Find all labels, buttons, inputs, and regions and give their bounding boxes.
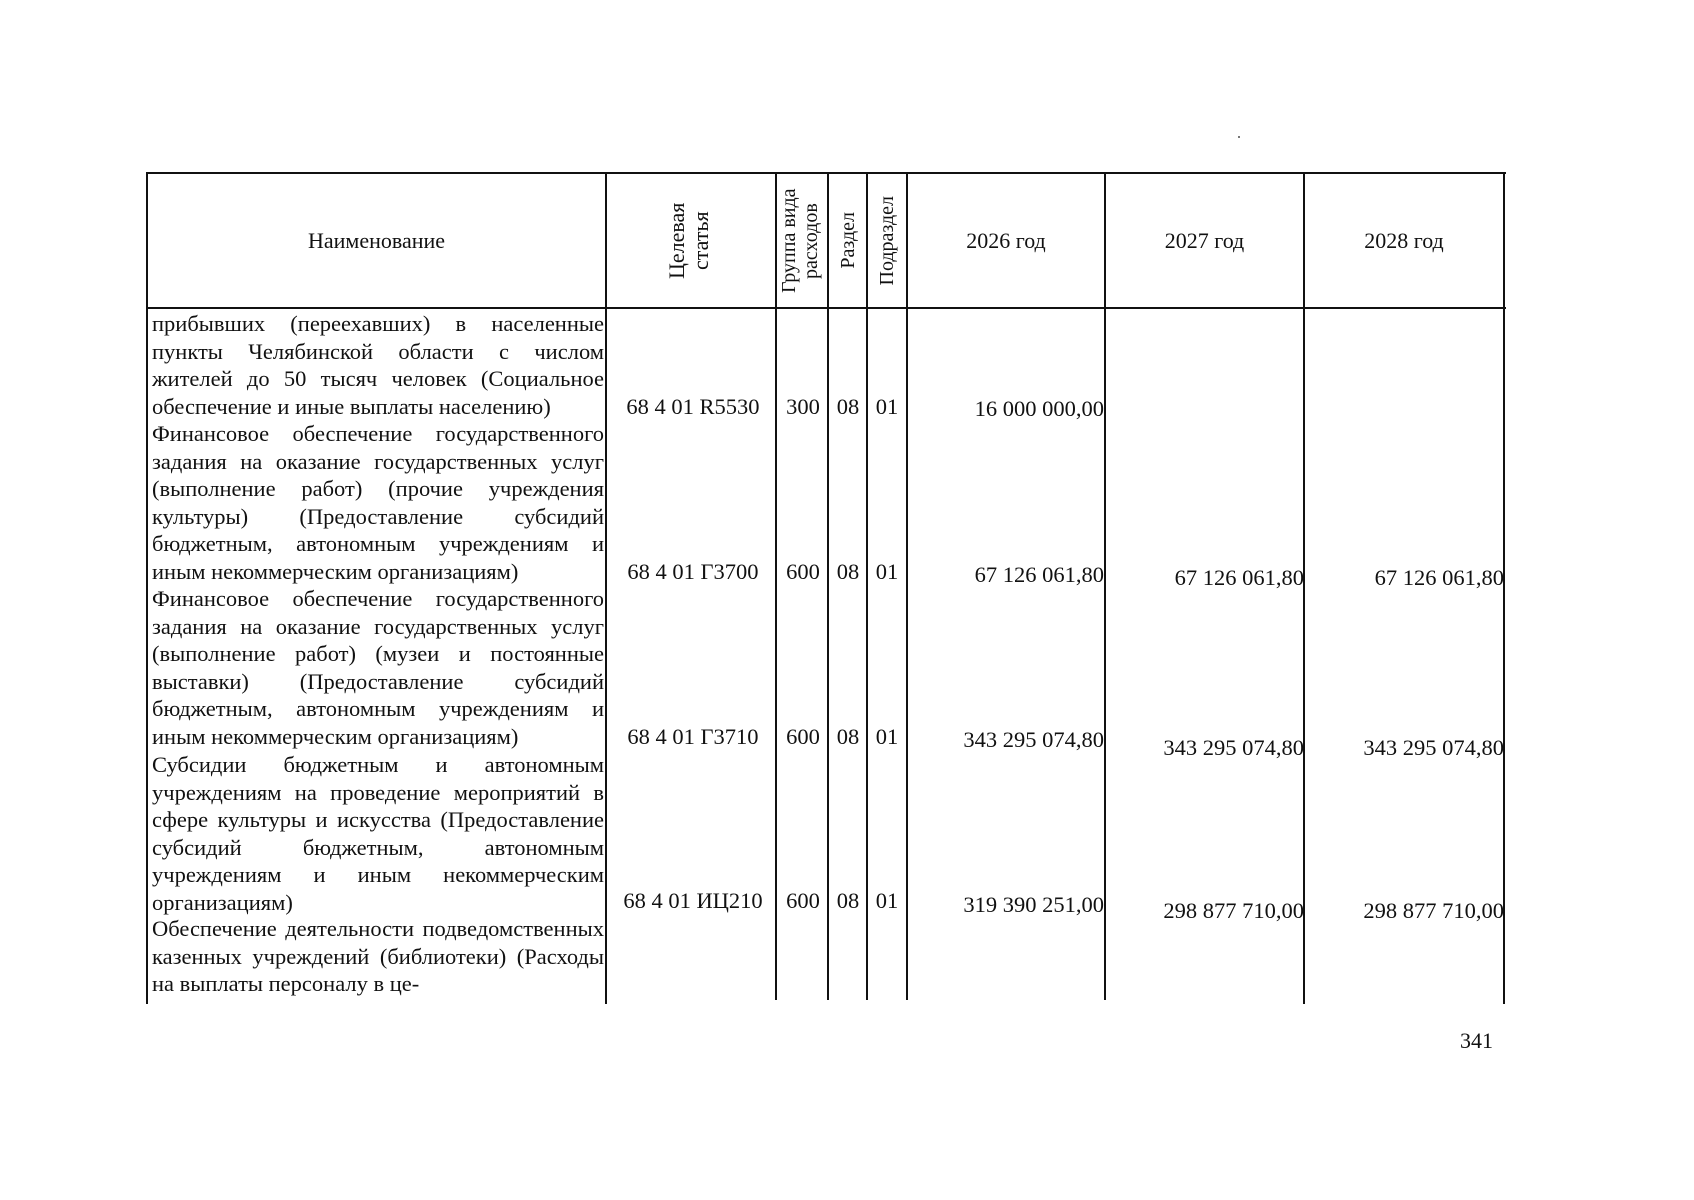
header-name-text: Наименование xyxy=(307,227,446,253)
row-2-2027: 67 126 061,80 xyxy=(1174,565,1304,590)
header-name xyxy=(148,174,605,307)
header-target xyxy=(607,174,775,307)
row-2-subsection: 01 xyxy=(875,559,899,584)
row-4-target: 68 4 01 ИЦ210 xyxy=(623,888,763,913)
row-2-2026: 67 126 061,80 xyxy=(974,562,1104,587)
row-2-2028: 67 126 061,80 xyxy=(1374,565,1504,590)
header-group xyxy=(777,174,827,307)
row-3-subsection: 01 xyxy=(875,724,899,749)
row-2-group: 600 xyxy=(786,559,820,584)
header-2027-text: 2027 год xyxy=(1164,227,1245,253)
page-number: 341 xyxy=(1460,1028,1493,1053)
header-bottom-border xyxy=(146,307,1506,309)
row-4-section: 08 xyxy=(836,888,860,913)
row-3-group: 600 xyxy=(786,724,820,749)
row-4-group: 600 xyxy=(786,888,820,913)
scan-speck xyxy=(1238,136,1240,138)
row-3-name: Финансовое обеспечение государственного задания на оказание государственных услуг (выполнение работ) (музеи и постоянные выставки) (Предоставление субсидий бюджетным, автономным учреждениям и иным некоммерческим организациям) xyxy=(152,586,604,749)
header-group-text: Группа вида расходов xyxy=(778,188,822,293)
row-1-target: 68 4 01 R5530 xyxy=(626,394,760,419)
header-subsection-text: Подраздел xyxy=(876,195,898,286)
header-section-text: Раздел xyxy=(836,212,859,269)
row-2-target: 68 4 01 Г3700 xyxy=(627,559,759,584)
row-3-2026: 343 295 074,80 xyxy=(963,727,1104,752)
row-4-2026: 319 390 251,00 xyxy=(963,892,1104,917)
row-4-name: Субсидии бюджетным и автономным учреждениям на проведение мероприятий в сфере культуры и искусства (Предоставление субсидий бюджетным, автономным учреждениям и иным некоммерческим организациям) xyxy=(152,752,604,915)
row-1-2026: 16 000 000,00 xyxy=(974,396,1104,421)
row-1-name: прибывших (переехавших) в населенные пункты Челябинской области с числом жителей до 50 тысяч человек (Социальное обеспечение и иные выплаты населению) xyxy=(152,311,604,419)
row-3-target: 68 4 01 Г3710 xyxy=(627,724,759,749)
header-target-text: Целевая статья xyxy=(664,202,713,279)
row-4-subsection: 01 xyxy=(875,888,899,913)
row-3-2027: 343 295 074,80 xyxy=(1163,735,1304,760)
row-4-2028: 298 877 710,00 xyxy=(1363,898,1504,923)
header-2028 xyxy=(1305,174,1503,307)
row-2-section: 08 xyxy=(836,559,860,584)
header-2027 xyxy=(1106,174,1303,307)
row-3-2028: 343 295 074,80 xyxy=(1363,735,1504,760)
row-1-group: 300 xyxy=(786,394,820,419)
row-3-section: 08 xyxy=(836,724,860,749)
header-2026-text: 2026 год xyxy=(966,227,1046,253)
row-1-subsection: 01 xyxy=(875,394,899,419)
header-subsection xyxy=(868,174,906,307)
row-4-2027: 298 877 710,00 xyxy=(1163,898,1304,923)
header-section xyxy=(829,174,866,307)
header-2026 xyxy=(908,174,1104,307)
row-2-name: Финансовое обеспечение государственного задания на оказание государственных услуг (выполнение работ) (прочие учреждения культуры) (Предоставление субсидий бюджетным, автономным учреждениям и иным некоммерческим организациям) xyxy=(152,421,604,584)
header-2028-text: 2028 год xyxy=(1364,227,1444,253)
row-1-section: 08 xyxy=(836,394,860,419)
row-5-name: Обеспечение деятельности подведомственных казенных учреждений (библиотеки) (Расходы на выплаты персоналу в це- xyxy=(152,916,604,996)
